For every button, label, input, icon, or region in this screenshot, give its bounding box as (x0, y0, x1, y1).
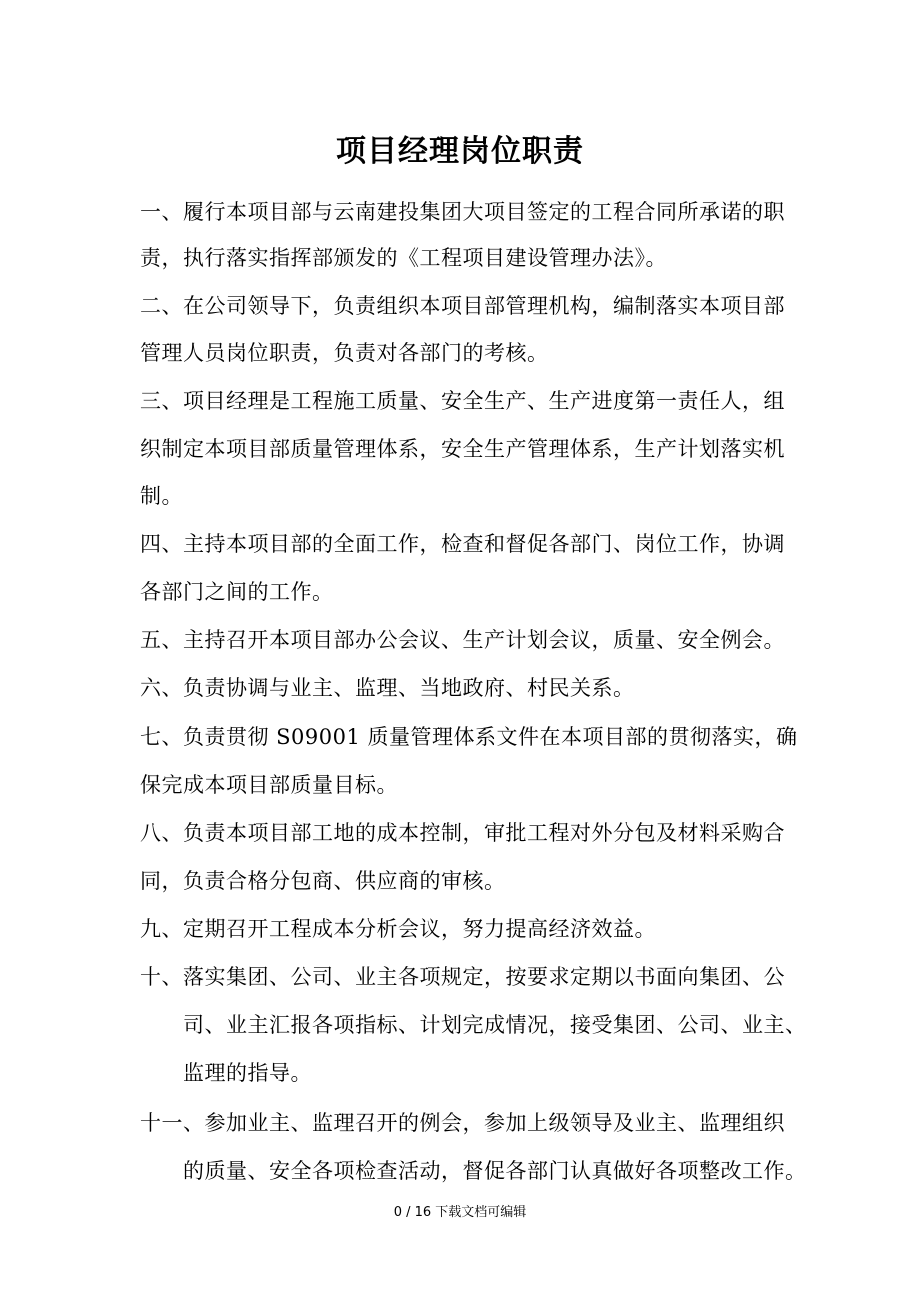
text-line: 八、负责本项目部工地的成本控制，审批工程对外分包及材料采购合 (140, 821, 785, 845)
text-line: 十一、参加业主、监理召开的例会，参加上级领导及业主、监理组织 (140, 1111, 785, 1135)
text-line: 的质量、安全各项检查活动，督促各部门认真做好各项整改工作。 (183, 1159, 807, 1183)
page-footer: 0 / 16 下载文档可编辑 (393, 1205, 527, 1220)
text-line: 九、定期召开工程成本分析会议，努力提高经济效益。 (140, 917, 656, 941)
text-line: 司、业主汇报各项指标、计划完成情况，接受集团、公司、业主、 (183, 1013, 807, 1037)
text-line: 十、落实集团、公司、业主各项规定，按要求定期以书面向集团、公 (140, 965, 785, 989)
text-line: 五、主持召开本项目部办公会议、生产计划会议，质量、安全例会。 (140, 628, 785, 652)
text-line: 同，负责合格分包商、供应商的审核。 (140, 869, 506, 893)
text-line: 责，执行落实指挥部颁发的《工程项目建设管理办法》。 (140, 246, 667, 270)
text-line: 制。 (140, 484, 183, 508)
text-line: 三、项目经理是工程施工质量、安全生产、生产进度第一责任人，组 (140, 389, 785, 413)
text-line: 七、负责贯彻 S09001 质量管理体系文件在本项目部的贯彻落实，确 (140, 725, 798, 749)
text-line: 一、履行本项目部与云南建投集团大项目签定的工程合同所承诺的职 (140, 200, 785, 224)
text-line: 六、负责协调与业主、监理、当地政府、村民关系。 (140, 676, 635, 700)
text-line: 保完成本项目部质量目标。 (140, 773, 398, 797)
document-title: 项目经理岗位职责 (336, 134, 584, 169)
text-line: 管理人员岗位职责，负责对各部门的考核。 (140, 341, 549, 365)
text-line: 织制定本项目部质量管理体系，安全生产管理体系，生产计划落实机 (140, 437, 785, 461)
text-line: 四、主持本项目部的全面工作，检查和督促各部门、岗位工作，协调 (140, 532, 785, 556)
text-line: 各部门之间的工作。 (140, 580, 334, 604)
text-line: 监理的指导。 (183, 1061, 312, 1085)
text-line: 二、在公司领导下，负责组织本项目部管理机构，编制落实本项目部 (140, 294, 785, 318)
